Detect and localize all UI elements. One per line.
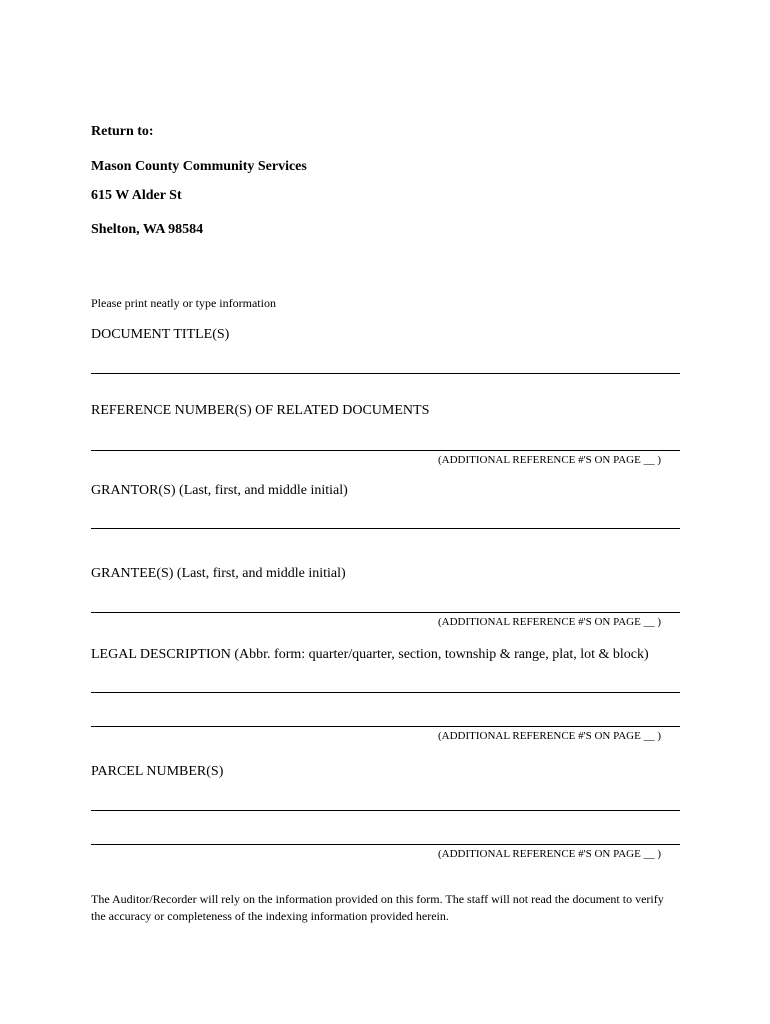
grantees-line[interactable]: [91, 612, 680, 613]
additional-reference-note: (ADDITIONAL REFERENCE #'S ON PAGE __ ): [438, 454, 661, 466]
document-titles-label: DOCUMENT TITLE(S): [91, 327, 230, 342]
reference-numbers-label: REFERENCE NUMBER(S) OF RELATED DOCUMENTS: [91, 403, 430, 418]
footer-disclaimer: The Auditor/Recorder will rely on the information provided on this form. The staff will not read the document to verify the accuracy or completeness of the indexing information provided herein.: [91, 892, 664, 923]
legal-description-line-1[interactable]: [91, 692, 680, 693]
instruction-text: Please print neatly or type information: [91, 296, 276, 310]
return-street-address: 615 W Alder St: [91, 188, 182, 203]
grantors-label: GRANTOR(S) (Last, first, and middle initial): [91, 483, 348, 498]
additional-reference-note: (ADDITIONAL REFERENCE #'S ON PAGE __ ): [438, 616, 661, 628]
document-titles-line[interactable]: [91, 373, 680, 374]
parcel-numbers-line-1[interactable]: [91, 810, 680, 811]
return-to-heading: Return to:: [91, 124, 154, 139]
parcel-numbers-label: PARCEL NUMBER(S): [91, 764, 224, 779]
legal-description-line-2[interactable]: [91, 726, 680, 727]
legal-description-label: LEGAL DESCRIPTION (Abbr. form: quarter/quarter, section, township & range, plat, lot & block): [91, 647, 649, 662]
reference-numbers-line[interactable]: [91, 450, 680, 451]
return-org-name: Mason County Community Services: [91, 159, 307, 174]
return-city-state-zip: Shelton, WA 98584: [91, 222, 204, 237]
additional-reference-note: (ADDITIONAL REFERENCE #'S ON PAGE __ ): [438, 730, 661, 742]
grantors-line[interactable]: [91, 528, 680, 529]
parcel-numbers-line-2[interactable]: [91, 844, 680, 845]
additional-reference-note: (ADDITIONAL REFERENCE #'S ON PAGE __ ): [438, 848, 661, 860]
grantees-label: GRANTEE(S) (Last, first, and middle initial): [91, 566, 346, 581]
